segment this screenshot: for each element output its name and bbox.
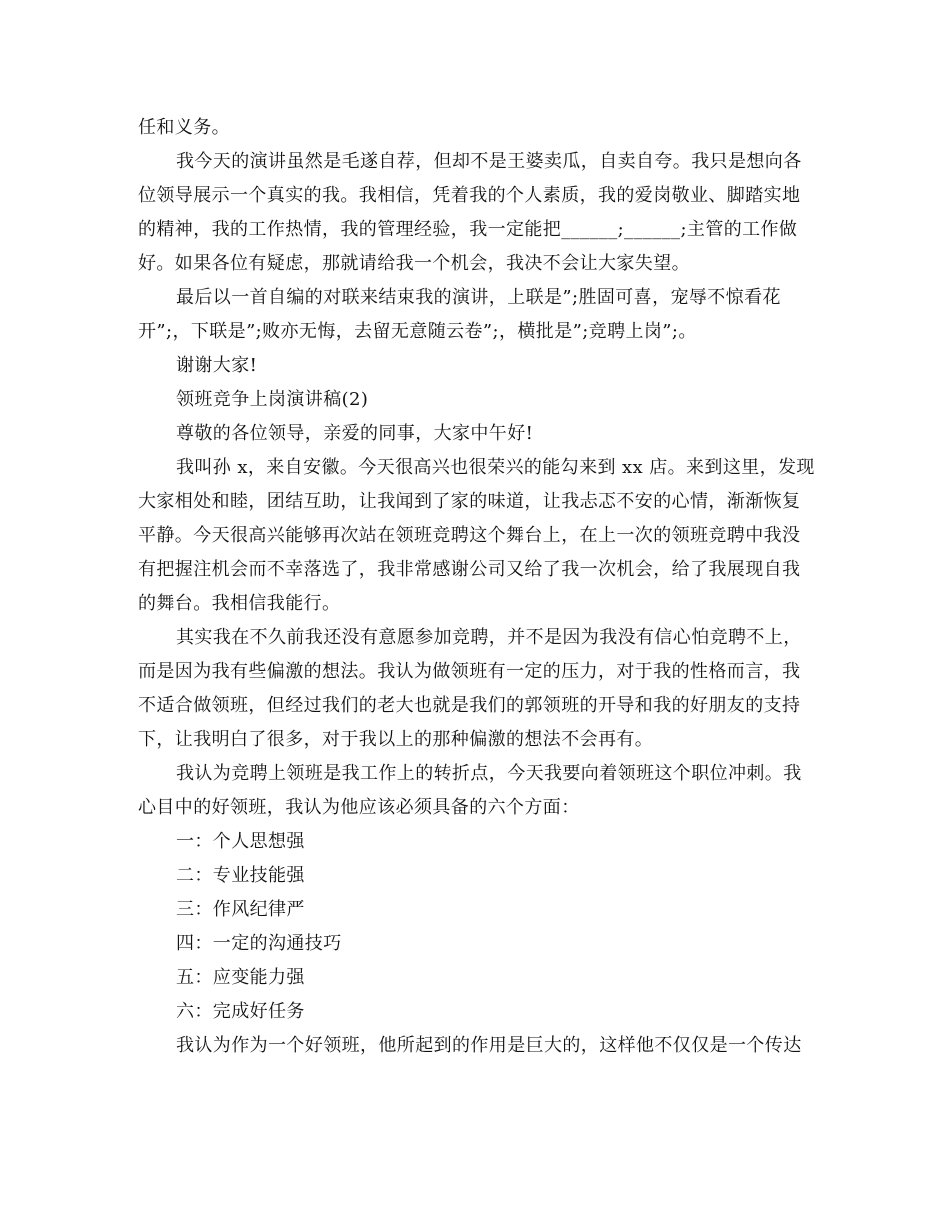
paragraph-first-line: 最后以一首自编的对联来结束我的演讲，上联是”;胜固可喜，宠辱不惊看花 bbox=[176, 287, 781, 308]
text-line: 大家相处和睦，团结互助，让我闻到了家的味道，让我忐忑不安的心情，渐渐恢复 bbox=[138, 491, 801, 512]
text-line: 任和义务。 bbox=[138, 117, 230, 138]
list-item: 三：作风纪律严 bbox=[176, 899, 305, 920]
text-line: 开”;，下联是”;败亦无悔，去留无意随云卷”;，横批是”;竞聘上岗”;。 bbox=[138, 321, 697, 342]
text-line: 有把握注机会而不幸落选了，我非常感谢公司又给了我一次机会，给了我展现自我 bbox=[138, 559, 801, 580]
list-item: 四：一定的沟通技巧 bbox=[176, 933, 342, 954]
greeting: 尊敬的各位领导，亲爱的同事，大家中午好! bbox=[176, 423, 534, 444]
text-line: 好。如果各位有疑虑，那就请给我一个机会，我决不会让大家失望。 bbox=[138, 253, 690, 274]
text-line: 不适合做领班，但经过我们的老大也就是我们的郭领班的开导和我的好朋友的支持 bbox=[138, 695, 801, 716]
section-title: 领班竞争上岗演讲稿(2) bbox=[176, 389, 369, 410]
paragraph-first-line: 其实我在不久前我还没有意愿参加竞聘，并不是因为我没有信心怕竞聘不上， bbox=[176, 627, 802, 648]
paragraph-first-line: 我认为作为一个好领班，他所起到的作用是巨大的，这样他不仅仅是一个传达 bbox=[176, 1035, 802, 1056]
text-line: 的舞台。我相信我能行。 bbox=[138, 593, 341, 614]
text-line: 而是因为我有些偏激的想法。我认为做领班有一定的压力，对于我的性格而言，我 bbox=[138, 661, 801, 682]
closing-thanks: 谢谢大家! bbox=[176, 355, 258, 376]
list-item: 六：完成好任务 bbox=[176, 1001, 305, 1022]
text-line: 心目中的好领班，我认为他应该必须具备的六个方面： bbox=[138, 797, 580, 818]
text-line: 平静。今天很高兴能够再次站在领班竞聘这个舞台上，在上一次的领班竞聘中我没 bbox=[138, 525, 801, 546]
text-line: 的精神，我的工作热情，我的管理经验，我一定能把______;______;主管的工作做 bbox=[138, 219, 798, 240]
text-line: 下，让我明白了很多，对于我以上的那种偏激的想法不会再有。 bbox=[138, 729, 654, 750]
list-item: 五：应变能力强 bbox=[176, 967, 305, 988]
paragraph-first-line: 我叫孙 x，来自安徽。今天很高兴也很荣兴的能勾来到 xx 店。来到这里，发现 bbox=[176, 457, 815, 478]
text-line: 位领导展示一个真实的我。我相信，凭着我的个人素质，我的爱岗敬业、脚踏实地 bbox=[138, 185, 801, 206]
paragraph-first-line: 我认为竞聘上领班是我工作上的转折点，今天我要向着领班这个职位冲刺。我 bbox=[176, 763, 802, 784]
list-item: 二：专业技能强 bbox=[176, 865, 305, 886]
list-item: 一：个人思想强 bbox=[176, 831, 305, 852]
paragraph-first-line: 我今天的演讲虽然是毛遂自荐，但却不是王婆卖瓜，自卖自夸。我只是想向各 bbox=[176, 151, 802, 172]
